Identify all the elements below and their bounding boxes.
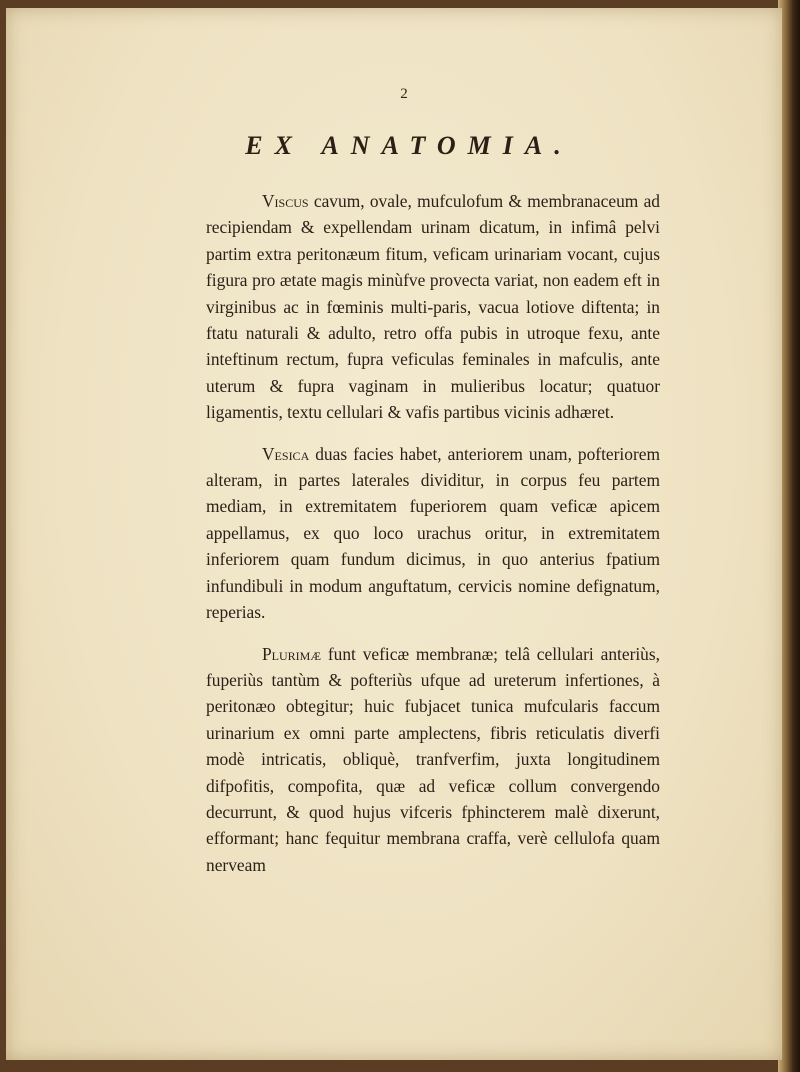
book-page [6,8,782,1060]
paragraph [206,188,660,426]
paragraph-lead-word: Viscus [262,191,309,211]
paragraph-text: funt veficæ membranæ; telâ cellulari anteriùs, fuperiùs tantùm & pofteriùs ufque ad ureterum infertiones, à peritonæo obtegitur; huic fubjacet tunica mufcularis faccum urinarium ex omni parte amplectens, fibris reticulatis diverfi modè intricatis, obliquè, tranfverfim, juxta longitudinem difpofitis, compofita, quæ ad veficæ collum convergendo decurrunt, & quod hujus vifceris fphincterem malè dixerunt, efformant; hanc fequitur membrana craffa, verè cellulofa quam nerveam [206,643,660,875]
body-text [206,188,660,893]
paragraph [206,441,660,626]
page-heading: EX ANATOMIA. [245,131,573,160]
paragraph [206,641,660,879]
paragraph-lead-word: Vesica [262,443,310,464]
paragraph-text: cavum, ovale, mufculofum & membranaceum ad recipiendam & expellendam urinam dicatum, in infimâ pelvi partim extra peritonæum fitum, veficam urinariam vocant, cujus figura pro ætate magis minùfve provecta variat, non eadem eft in virginibus ac in fœminis multi-paris, vacua lotiove diftenta; in ftatu naturali & adulto, retro offa pubis in utroque fexu, ante inteftinum rectum, fupra veficulas feminales in mafculis, ante uterum & fupra vaginam in mulieribus locatur; quatuor ligamentis, textu cellulari & vafis partibus vicinis adhæret. [206,191,660,423]
paragraph-text: duas facies habet, anteriorem unam, pofteriorem alteram, in partes laterales dividitur, in corpus feu partem mediam, in extremitatem fuperiorem quam veficæ apicem appellamus, ex quo loco urachus oritur, in extremitatem inferiorem quam fundum dicimus, in quo anterius fpatium infundibuli in modum anguftatum, cervicis nomine defignatum, reperias. [206,443,660,623]
paragraph-lead-word: Plurimæ [262,643,322,664]
page-number: 2 [400,86,408,102]
